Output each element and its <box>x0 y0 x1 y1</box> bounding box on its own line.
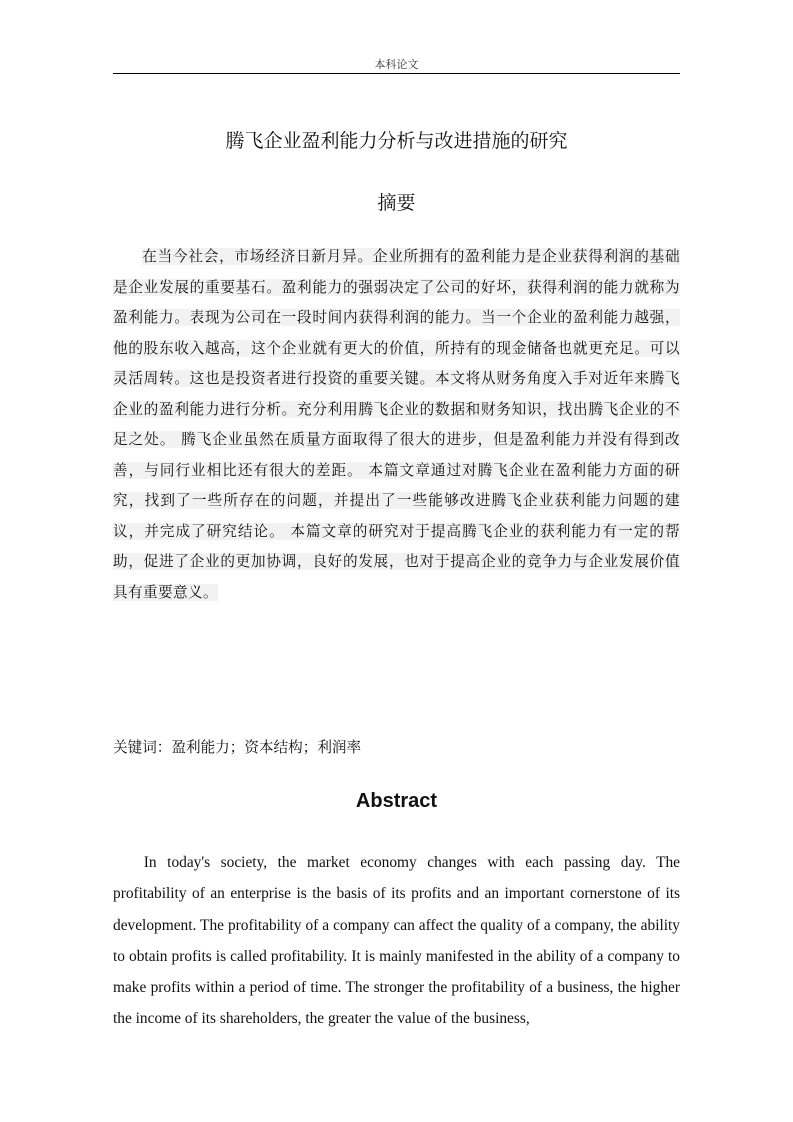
running-header: 本科论文 <box>374 58 419 71</box>
keywords-value: 盈利能力；资本结构；利润率 <box>171 739 362 756</box>
paper-title: 腾飞企业盈利能力分析与改进措施的研究 <box>225 130 568 152</box>
abstract-body-en: In today's society, the market economy changes with each passing day. The profitability of an enterprise is the basis of its profits and an important cornerstone of its development. The profitability of a company can affect the quality of a company, the ability to obtain profits is called profitability. It is mainly manifested in the ability of a company to make profits within a period of time. The stronger the profitability of a business, the higher the income of its shareholders, the greater the value of the business, <box>113 854 680 1028</box>
abstract-body-cn <box>113 242 680 608</box>
abstract-heading-cn: 摘要 <box>377 192 416 214</box>
keywords-line <box>113 736 680 757</box>
keywords-label: 关键词： <box>113 739 172 756</box>
header-rule <box>113 73 680 74</box>
abstract-body-cn-text: 在当今社会，市场经济日新月异。企业所拥有的盈利能力是企业获得利润的基础是企业发展的重要基石。盈利能力的强弱决定了公司的好坏，获得利润的能力就称为盈利能力。表现为公司在一段时间内获得利润的能力。当一个企业的盈利能力越强，他的股东收入越高，这个企业就有更大的价值，所持有的现金储备也就更充足。可以灵活周转。这也是投资者进行投资的重要关键。本文将从财务角度入手对近年来腾飞企业的盈利能力进行分析。充分利用腾飞企业的数据和财务知识，找出腾飞企业的不足之处。 腾飞企业虽然在质量方面取得了很大的进步，但是盈利能力并没有得到改善，与同行业相比还有很大的差距。 本篇文章通过对腾飞企业在盈利能力方面的研究，找到了一些所存在的问题，并提出了一些能够改进腾飞企业获利能力问题的建议，并完成了研究结论。 本篇文章的研究对于提高腾飞企业的获利能力有一定的帮助，促进了企业的更加协调，良好的发展，也对于提高企业的竞争力与企业发展价值具有重要意义。 <box>113 248 680 601</box>
abstract-heading-en: Abstract <box>355 790 438 812</box>
